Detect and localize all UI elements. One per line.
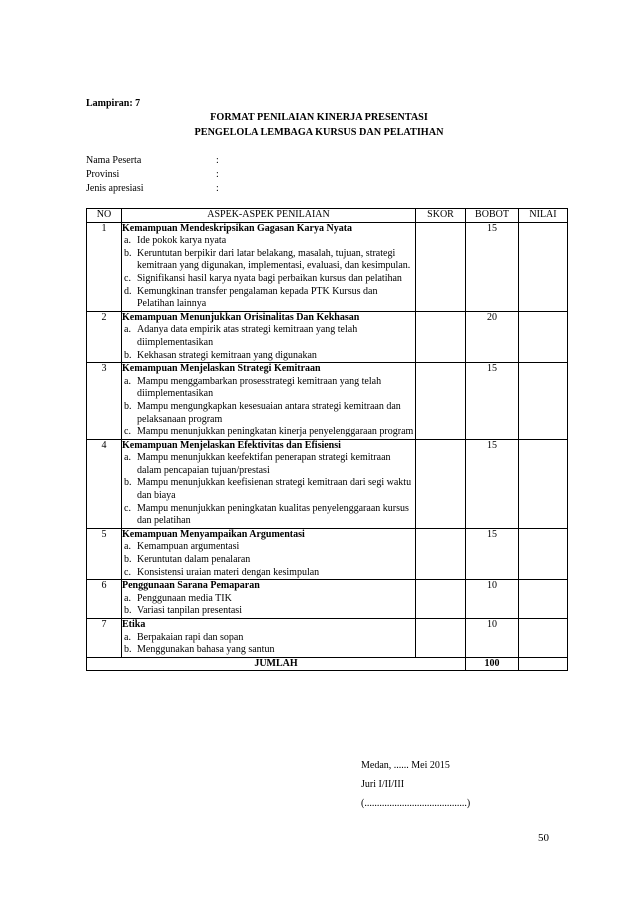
document-title-line1: FORMAT PENILAIAN KINERJA PRESENTASI	[210, 112, 428, 123]
nilai-cell	[519, 528, 568, 579]
row-number: 6	[87, 580, 122, 619]
aspect-cell	[122, 222, 416, 311]
field-separator: :	[216, 155, 219, 166]
nilai-cell	[519, 311, 568, 362]
item-letter: a.	[124, 592, 131, 604]
aspect-item	[122, 401, 415, 426]
aspect-item	[122, 477, 415, 502]
aspect-title: Kemampuan Menunjukkan Orisinalitas Dan Kekhasan	[122, 311, 360, 323]
item-text: Mampu mengungkapkan kesesuaian antara strategi kemitraan dan pelaksanaan program	[137, 400, 401, 425]
table-row	[87, 222, 568, 311]
aspect-cell	[122, 580, 416, 619]
row-number: 1	[87, 222, 122, 311]
item-letter: a.	[124, 452, 131, 464]
item-letter: b.	[124, 349, 132, 361]
skor-cell	[416, 363, 466, 440]
aspect-title: Penggunaan Sarana Pemaparan	[122, 580, 260, 592]
aspect-item	[122, 452, 415, 477]
aspect-item	[122, 376, 415, 401]
skor-cell	[416, 311, 466, 362]
item-text: Variasi tanpilan presentasi	[137, 605, 242, 617]
page-number: 50	[538, 832, 549, 844]
nilai-cell	[519, 580, 568, 619]
item-letter: d.	[124, 285, 132, 297]
aspect-item	[122, 605, 415, 618]
aspect-item	[122, 324, 415, 349]
aspect-cell	[122, 528, 416, 579]
assessment-table	[86, 208, 568, 671]
row-number: 3	[87, 363, 122, 440]
appendix-label: Lampiran: 7	[86, 98, 141, 109]
document-title-line2: PENGELOLA LEMBAGA KURSUS DAN PELATIHAN	[194, 127, 444, 138]
aspect-item	[122, 567, 415, 580]
aspect-cell	[122, 619, 416, 658]
item-letter: a.	[124, 324, 131, 336]
nilai-cell	[519, 619, 568, 658]
aspect-item	[122, 541, 415, 554]
aspect-title: Kemampuan Mendeskripsikan Gagasan Karya Nyata	[122, 222, 353, 234]
table-row	[87, 528, 568, 579]
total-row	[87, 657, 568, 671]
skor-cell	[416, 439, 466, 528]
signature-name-line: (.........................................)	[361, 798, 471, 809]
nilai-cell	[519, 363, 568, 440]
aspect-item	[122, 593, 415, 606]
header-no: NO	[87, 209, 122, 223]
field-separator: :	[216, 183, 219, 194]
row-number: 7	[87, 619, 122, 658]
total-value: 100	[466, 657, 519, 671]
item-text: Menggunakan bahasa yang santun	[137, 644, 275, 656]
table-row	[87, 311, 568, 362]
aspect-item	[122, 286, 415, 311]
field-label: Nama Peserta	[86, 155, 142, 166]
table-header-row	[87, 209, 568, 223]
item-text: Keruntutan berpikir dari latar belakang, masalah, tujuan, strategi kemitraan yang digunakan, implementasi, evaluasi, dan kesimpulan.	[137, 247, 411, 272]
skor-cell	[416, 580, 466, 619]
item-letter: c.	[124, 566, 131, 578]
header-bobot: BOBOT	[466, 209, 519, 223]
aspect-item	[122, 350, 415, 363]
item-text: Ide pokok karya nyata	[137, 235, 227, 247]
item-letter: b.	[124, 477, 132, 489]
header-nilai: NILAI	[519, 209, 568, 223]
item-letter: b.	[124, 644, 132, 656]
aspect-title: Etika	[122, 619, 146, 630]
signature-role: Juri I/II/III	[361, 779, 405, 790]
item-letter: a.	[124, 541, 131, 553]
aspect-item	[122, 503, 415, 528]
field-label: Jenis apresiasi	[86, 183, 144, 194]
bobot-cell: 10	[466, 580, 519, 619]
item-letter: c.	[124, 272, 131, 284]
item-letter: a.	[124, 631, 131, 643]
item-text: Signifikansi hasil karya nyata bagi perbaikan kursus dan pelatihan	[137, 272, 402, 284]
field-separator: :	[216, 169, 219, 180]
item-text: Mampu menunjukkan keefisienan strategi kemitraan dari segi waktu dan biaya	[137, 477, 412, 502]
item-text: Mampu menunjukkan peningkatan kinerja penyelenggaraan program	[137, 426, 414, 438]
item-letter: b.	[124, 400, 132, 412]
bobot-cell: 15	[466, 222, 519, 311]
table-row	[87, 439, 568, 528]
row-number: 4	[87, 439, 122, 528]
skor-cell	[416, 222, 466, 311]
bobot-cell: 20	[466, 311, 519, 362]
table-row	[87, 619, 568, 658]
signature-place-date: Medan, ...... Mei 2015	[361, 760, 450, 771]
aspect-item	[122, 248, 415, 273]
table-row	[87, 363, 568, 440]
aspect-item	[122, 644, 415, 657]
header-skor: SKOR	[416, 209, 466, 223]
item-letter: c.	[124, 426, 131, 438]
aspect-item	[122, 426, 415, 439]
aspect-cell	[122, 311, 416, 362]
item-text: Mampu menunjukkan peningkatan kualitas penyelenggaraan kursus dan pelatihan	[137, 502, 409, 527]
item-text: Adanya data empirik atas strategi kemitraan yang telah diimplementasikan	[137, 324, 358, 348]
nilai-cell	[519, 222, 568, 311]
item-letter: b.	[124, 605, 132, 617]
bobot-cell: 15	[466, 528, 519, 579]
skor-cell	[416, 528, 466, 579]
item-text: Kemampuan argumentasi	[137, 541, 240, 553]
total-label: JUMLAH	[87, 657, 466, 671]
item-letter: b.	[124, 247, 132, 259]
aspect-item	[122, 632, 415, 645]
aspect-item	[122, 273, 415, 286]
nilai-cell	[519, 439, 568, 528]
aspect-cell	[122, 363, 416, 440]
item-text: Kekhasan strategi kemitraan yang digunakan	[137, 349, 317, 361]
bobot-cell: 10	[466, 619, 519, 658]
aspect-title: Kemampuan Menjelaskan Efektivitas dan Efisiensi	[122, 439, 341, 451]
aspect-title: Kemampuan Menjelaskan Strategi Kemitraan	[122, 363, 321, 375]
table-row	[87, 580, 568, 619]
item-text: Konsistensi uraian materi dengan kesimpulan	[137, 566, 320, 578]
bobot-cell: 15	[466, 439, 519, 528]
item-text: Penggunaan media TIK	[137, 592, 232, 604]
aspect-item	[122, 554, 415, 567]
field-label: Provinsi	[86, 169, 120, 180]
item-text: Mampu menunjukkan keefektifan penerapan strategi kemitraan dalam pencapaian tujuan/prestasi	[137, 452, 391, 476]
item-text: Kemungkinan transfer pengalaman kepada PTK Kursus dan Pelatihan lainnya	[137, 285, 378, 310]
bobot-cell: 15	[466, 363, 519, 440]
item-letter: a.	[124, 375, 131, 387]
skor-cell	[416, 619, 466, 658]
aspect-cell	[122, 439, 416, 528]
item-text: Berpakaian rapi dan sopan	[137, 631, 244, 643]
item-text: Keruntutan dalam penalaran	[137, 554, 251, 566]
header-aspek: ASPEK-ASPEK PENILAIAN	[122, 209, 416, 223]
aspect-item	[122, 235, 415, 248]
item-letter: a.	[124, 235, 131, 247]
row-number: 2	[87, 311, 122, 362]
item-text: Mampu menggambarkan prosesstrategi kemitraan yang telah diimplementasikan	[137, 375, 382, 400]
item-letter: c.	[124, 502, 131, 514]
item-letter: b.	[124, 554, 132, 566]
row-number: 5	[87, 528, 122, 579]
aspect-title: Kemampuan Menyampaikan Argumentasi	[122, 528, 305, 540]
total-nilai-cell	[519, 657, 568, 671]
